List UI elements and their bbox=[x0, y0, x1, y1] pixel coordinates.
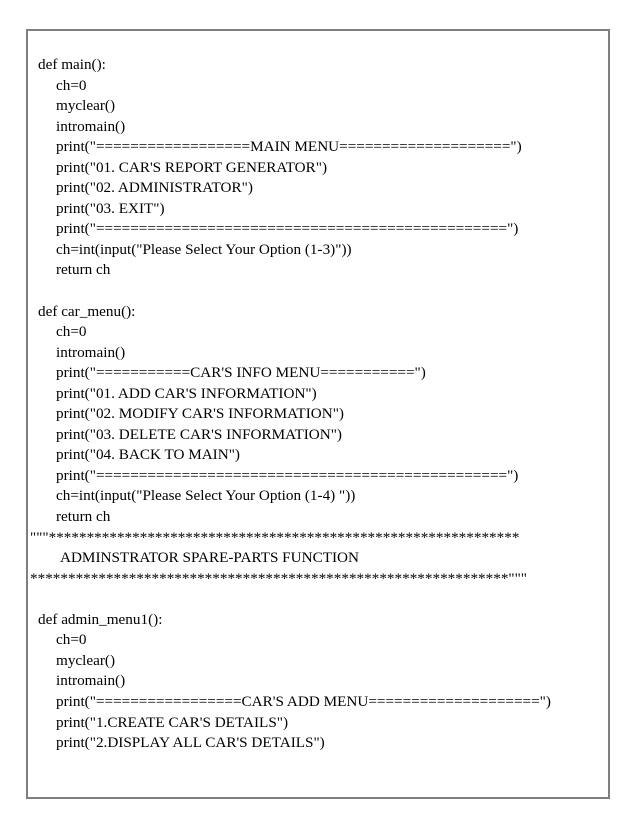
code-line: print("1.CREATE CAR'S DETAILS") bbox=[56, 713, 289, 731]
code-line: print("01. ADD CAR'S INFORMATION") bbox=[56, 384, 317, 402]
code-listing bbox=[30, 55, 604, 754]
code-line: intromain() bbox=[56, 343, 126, 361]
code-line: def car_menu(): bbox=[38, 302, 136, 320]
document-frame bbox=[26, 29, 610, 799]
code-line: """************************************************************** bbox=[30, 528, 520, 546]
code-line: return ch bbox=[56, 261, 111, 279]
code-line: intromain() bbox=[56, 672, 126, 690]
code-line: ch=0 bbox=[56, 76, 87, 94]
code-line: print("02. MODIFY CAR'S INFORMATION") bbox=[56, 405, 344, 423]
code-line: print("===========CAR'S INFO MENU===========") bbox=[56, 364, 426, 382]
blank-line bbox=[38, 589, 604, 610]
code-line: print("03. EXIT") bbox=[56, 199, 165, 217]
code-line: print("==================MAIN MENU====================") bbox=[56, 138, 522, 156]
code-line: ch=int(input("Please Select Your Option (1-3)")) bbox=[56, 240, 352, 258]
code-line: print("================================================") bbox=[56, 220, 519, 238]
code-line: print("================================================") bbox=[56, 466, 519, 484]
blank-line bbox=[38, 281, 604, 302]
code-line: return ch bbox=[56, 508, 111, 526]
code-line: print("01. CAR'S REPORT GENERATOR") bbox=[56, 158, 328, 176]
code-line: myclear() bbox=[56, 97, 116, 115]
code-line: intromain() bbox=[56, 117, 126, 135]
code-line: def main(): bbox=[38, 56, 106, 73]
code-line: ch=0 bbox=[56, 631, 87, 649]
code-line: def admin_menu1(): bbox=[38, 610, 163, 628]
code-line: ch=int(input("Please Select Your Option (1-4) ")) bbox=[56, 487, 356, 505]
code-line: ***************************************************************""" bbox=[30, 569, 528, 587]
code-line: ch=0 bbox=[56, 323, 87, 341]
code-line: print("03. DELETE CAR'S INFORMATION") bbox=[56, 425, 342, 443]
code-line: print("=================CAR'S ADD MENU====================") bbox=[56, 692, 551, 710]
code-line: print("02. ADMINISTRATOR") bbox=[56, 179, 253, 197]
code-line: ADMINSTRATOR SPARE-PARTS FUNCTION bbox=[60, 549, 359, 567]
code-line: myclear() bbox=[56, 651, 116, 669]
code-line: print("2.DISPLAY ALL CAR'S DETAILS") bbox=[56, 734, 325, 752]
code-line: print("04. BACK TO MAIN") bbox=[56, 446, 240, 464]
